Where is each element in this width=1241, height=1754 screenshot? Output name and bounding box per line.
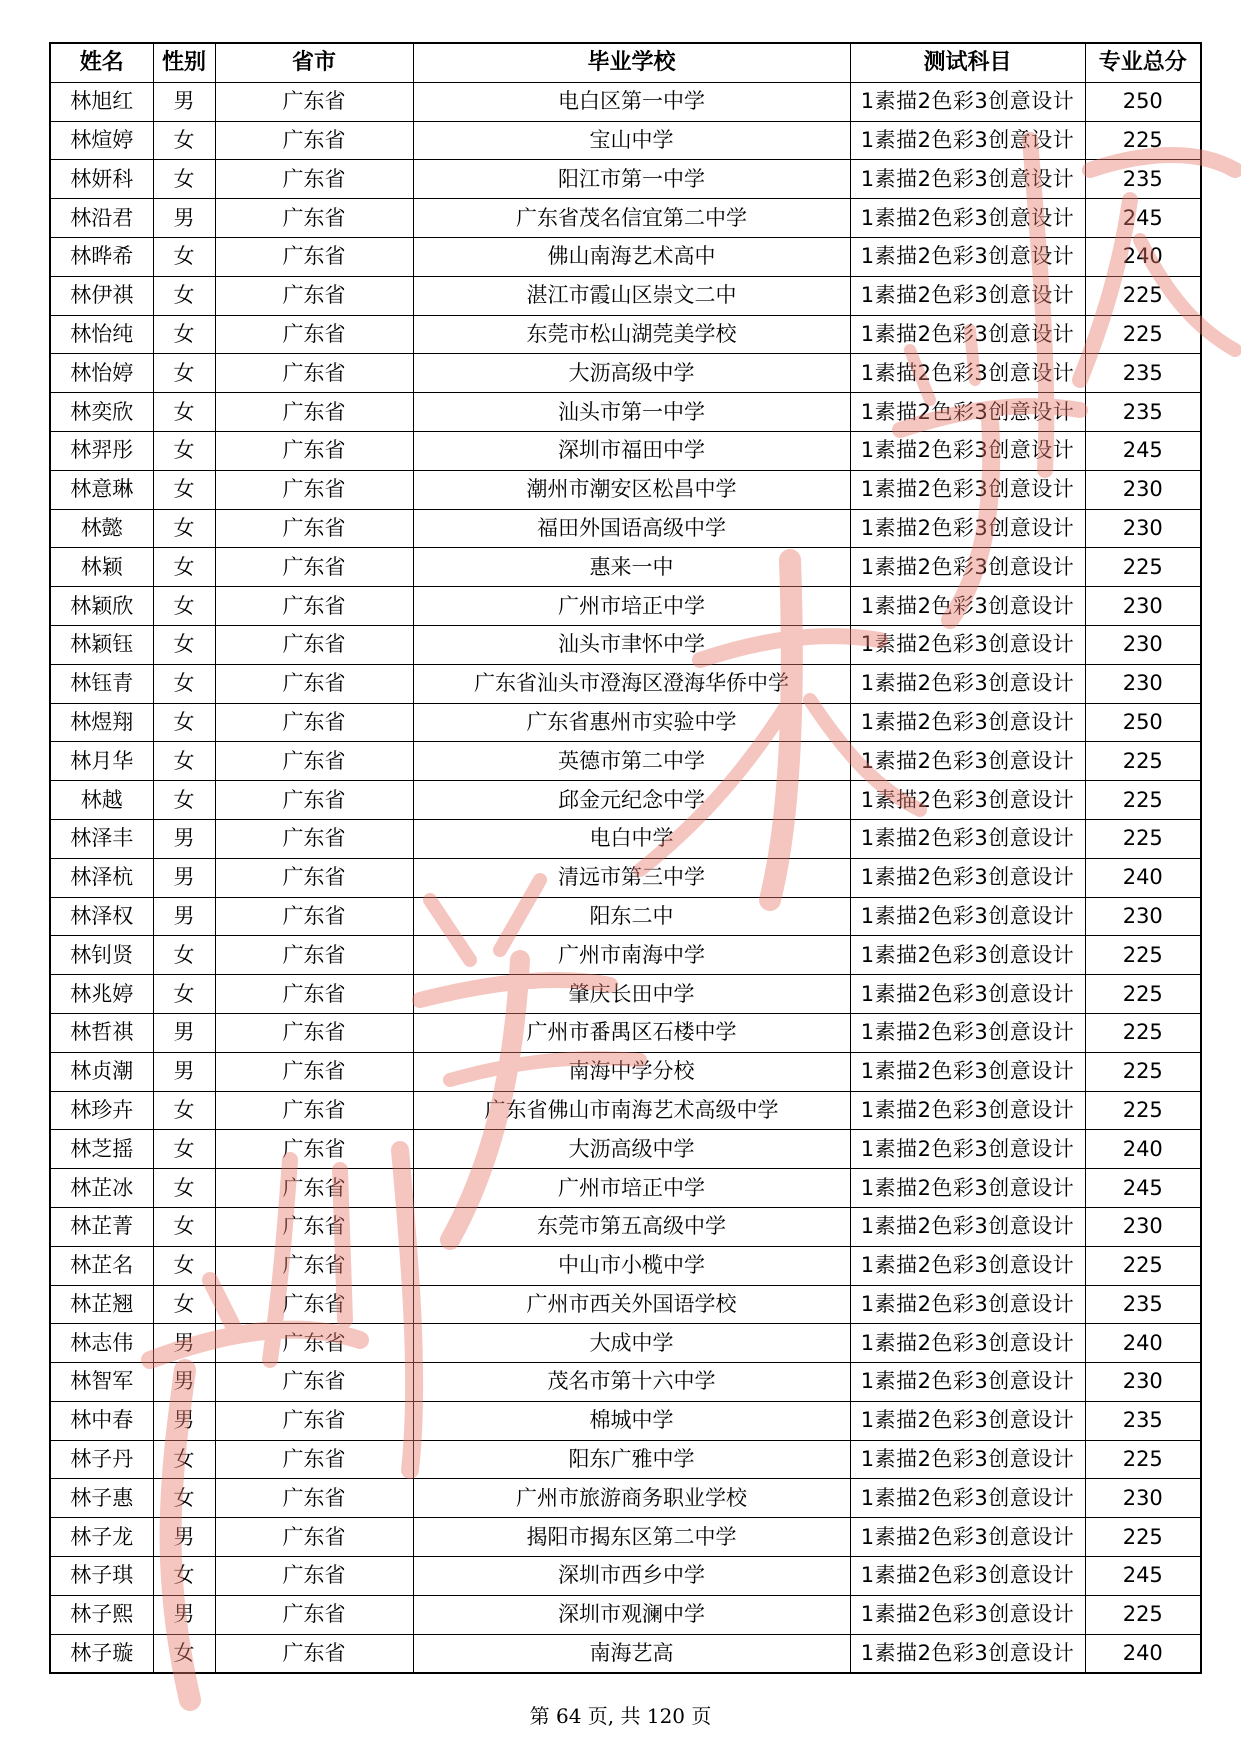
cell-subjects: 1素描2色彩3创意设计 bbox=[850, 1285, 1085, 1324]
cell-gender: 女 bbox=[153, 354, 215, 393]
cell-gender: 男 bbox=[153, 199, 215, 238]
cell-subjects: 1素描2色彩3创意设计 bbox=[850, 1401, 1085, 1440]
cell-total-score: 240 bbox=[1085, 237, 1201, 276]
table-row bbox=[50, 1246, 1201, 1285]
header-school: 毕业学校 bbox=[413, 43, 850, 82]
cell-name: 林芷翘 bbox=[50, 1285, 153, 1324]
cell-total-score: 240 bbox=[1085, 1634, 1201, 1673]
cell-province: 广东省 bbox=[215, 1013, 413, 1052]
table-row bbox=[50, 781, 1201, 820]
cell-total-score: 240 bbox=[1085, 1130, 1201, 1169]
cell-gender: 女 bbox=[153, 276, 215, 315]
cell-province: 广东省 bbox=[215, 1479, 413, 1518]
cell-school: 揭阳市揭东区第二中学 bbox=[413, 1518, 850, 1557]
cell-total-score: 225 bbox=[1085, 819, 1201, 858]
cell-total-score: 245 bbox=[1085, 431, 1201, 470]
table-row bbox=[50, 1052, 1201, 1091]
cell-total-score: 240 bbox=[1085, 858, 1201, 897]
cell-subjects: 1素描2色彩3创意设计 bbox=[850, 509, 1085, 548]
cell-province: 广东省 bbox=[215, 315, 413, 354]
cell-gender: 女 bbox=[153, 121, 215, 160]
cell-province: 广东省 bbox=[215, 160, 413, 199]
cell-name: 林子龙 bbox=[50, 1518, 153, 1557]
cell-subjects: 1素描2色彩3创意设计 bbox=[850, 276, 1085, 315]
cell-subjects: 1素描2色彩3创意设计 bbox=[850, 121, 1085, 160]
table-row bbox=[50, 1169, 1201, 1208]
cell-total-score: 250 bbox=[1085, 703, 1201, 742]
cell-name: 林懿 bbox=[50, 509, 153, 548]
cell-school: 潮州市潮安区松昌中学 bbox=[413, 470, 850, 509]
cell-name: 林煜翔 bbox=[50, 703, 153, 742]
cell-school: 东莞市松山湖莞美学校 bbox=[413, 315, 850, 354]
cell-name: 林子丹 bbox=[50, 1440, 153, 1479]
cell-total-score: 225 bbox=[1085, 1091, 1201, 1130]
cell-total-score: 225 bbox=[1085, 276, 1201, 315]
cell-name: 林颖欣 bbox=[50, 587, 153, 626]
cell-school: 大沥高级中学 bbox=[413, 354, 850, 393]
cell-province: 广东省 bbox=[215, 548, 413, 587]
table-row bbox=[50, 936, 1201, 975]
cell-name: 林子熙 bbox=[50, 1595, 153, 1634]
table-row bbox=[50, 548, 1201, 587]
cell-total-score: 225 bbox=[1085, 1518, 1201, 1557]
cell-name: 林泽权 bbox=[50, 897, 153, 936]
table-row bbox=[50, 1557, 1201, 1596]
cell-subjects: 1素描2色彩3创意设计 bbox=[850, 664, 1085, 703]
cell-total-score: 230 bbox=[1085, 470, 1201, 509]
cell-gender: 女 bbox=[153, 548, 215, 587]
cell-gender: 男 bbox=[153, 1052, 215, 1091]
cell-province: 广东省 bbox=[215, 858, 413, 897]
cell-subjects: 1素描2色彩3创意设计 bbox=[850, 548, 1085, 587]
table-row bbox=[50, 354, 1201, 393]
cell-gender: 男 bbox=[153, 1401, 215, 1440]
cell-name: 林钰青 bbox=[50, 664, 153, 703]
cell-school: 茂名市第十六中学 bbox=[413, 1363, 850, 1402]
table-row bbox=[50, 1518, 1201, 1557]
cell-total-score: 245 bbox=[1085, 1169, 1201, 1208]
cell-province: 广东省 bbox=[215, 431, 413, 470]
cell-gender: 女 bbox=[153, 742, 215, 781]
table-row bbox=[50, 1401, 1201, 1440]
cell-total-score: 235 bbox=[1085, 354, 1201, 393]
cell-province: 广东省 bbox=[215, 742, 413, 781]
cell-province: 广东省 bbox=[215, 897, 413, 936]
cell-province: 广东省 bbox=[215, 1324, 413, 1363]
cell-name: 林伊祺 bbox=[50, 276, 153, 315]
cell-total-score: 225 bbox=[1085, 1595, 1201, 1634]
cell-subjects: 1素描2色彩3创意设计 bbox=[850, 237, 1085, 276]
cell-province: 广东省 bbox=[215, 1518, 413, 1557]
cell-school: 清远市第三中学 bbox=[413, 858, 850, 897]
cell-gender: 女 bbox=[153, 703, 215, 742]
cell-total-score: 225 bbox=[1085, 315, 1201, 354]
cell-name: 林子惠 bbox=[50, 1479, 153, 1518]
table-row bbox=[50, 82, 1201, 121]
cell-gender: 男 bbox=[153, 1595, 215, 1634]
cell-province: 广东省 bbox=[215, 470, 413, 509]
cell-school: 广东省汕头市澄海区澄海华侨中学 bbox=[413, 664, 850, 703]
cell-province: 广东省 bbox=[215, 587, 413, 626]
table-row bbox=[50, 276, 1201, 315]
cell-school: 大沥高级中学 bbox=[413, 1130, 850, 1169]
cell-name: 林意琳 bbox=[50, 470, 153, 509]
cell-subjects: 1素描2色彩3创意设计 bbox=[850, 1557, 1085, 1596]
cell-subjects: 1素描2色彩3创意设计 bbox=[850, 1479, 1085, 1518]
table-row bbox=[50, 199, 1201, 238]
table-row bbox=[50, 393, 1201, 432]
cell-subjects: 1素描2色彩3创意设计 bbox=[850, 1518, 1085, 1557]
cell-gender: 女 bbox=[153, 975, 215, 1014]
cell-gender: 女 bbox=[153, 160, 215, 199]
cell-subjects: 1素描2色彩3创意设计 bbox=[850, 1634, 1085, 1673]
table-row bbox=[50, 1091, 1201, 1130]
cell-name: 林怡纯 bbox=[50, 315, 153, 354]
cell-school: 佛山南海艺术高中 bbox=[413, 237, 850, 276]
table-row bbox=[50, 1324, 1201, 1363]
cell-school: 电白区第一中学 bbox=[413, 82, 850, 121]
cell-total-score: 225 bbox=[1085, 548, 1201, 587]
cell-total-score: 225 bbox=[1085, 1440, 1201, 1479]
cell-subjects: 1素描2色彩3创意设计 bbox=[850, 1246, 1085, 1285]
cell-gender: 女 bbox=[153, 936, 215, 975]
cell-gender: 女 bbox=[153, 664, 215, 703]
cell-name: 林羿彤 bbox=[50, 431, 153, 470]
cell-school: 福田外国语高级中学 bbox=[413, 509, 850, 548]
cell-name: 林珍卉 bbox=[50, 1091, 153, 1130]
cell-gender: 女 bbox=[153, 625, 215, 664]
cell-name: 林泽丰 bbox=[50, 819, 153, 858]
cell-name: 林泽杭 bbox=[50, 858, 153, 897]
cell-province: 广东省 bbox=[215, 1634, 413, 1673]
table-row bbox=[50, 431, 1201, 470]
cell-school: 南海艺高 bbox=[413, 1634, 850, 1673]
cell-school: 广东省惠州市实验中学 bbox=[413, 703, 850, 742]
cell-name: 林兆婷 bbox=[50, 975, 153, 1014]
cell-subjects: 1素描2色彩3创意设计 bbox=[850, 742, 1085, 781]
cell-province: 广东省 bbox=[215, 1557, 413, 1596]
cell-school: 广州市培正中学 bbox=[413, 1169, 850, 1208]
cell-province: 广东省 bbox=[215, 1440, 413, 1479]
cell-gender: 女 bbox=[153, 509, 215, 548]
cell-name: 林芷名 bbox=[50, 1246, 153, 1285]
cell-subjects: 1素描2色彩3创意设计 bbox=[850, 1052, 1085, 1091]
cell-subjects: 1素描2色彩3创意设计 bbox=[850, 858, 1085, 897]
cell-school: 大成中学 bbox=[413, 1324, 850, 1363]
cell-province: 广东省 bbox=[215, 354, 413, 393]
cell-subjects: 1素描2色彩3创意设计 bbox=[850, 82, 1085, 121]
cell-school: 深圳市福田中学 bbox=[413, 431, 850, 470]
cell-province: 广东省 bbox=[215, 1091, 413, 1130]
cell-gender: 男 bbox=[153, 819, 215, 858]
cell-province: 广东省 bbox=[215, 664, 413, 703]
cell-subjects: 1素描2色彩3创意设计 bbox=[850, 1169, 1085, 1208]
cell-school: 肇庆长田中学 bbox=[413, 975, 850, 1014]
cell-province: 广东省 bbox=[215, 936, 413, 975]
table-row bbox=[50, 1634, 1201, 1673]
table-row bbox=[50, 1285, 1201, 1324]
cell-total-score: 235 bbox=[1085, 1401, 1201, 1440]
cell-gender: 女 bbox=[153, 1285, 215, 1324]
cell-gender: 男 bbox=[153, 1013, 215, 1052]
cell-school: 广州市南海中学 bbox=[413, 936, 850, 975]
cell-total-score: 235 bbox=[1085, 160, 1201, 199]
cell-name: 林贞潮 bbox=[50, 1052, 153, 1091]
table-row bbox=[50, 975, 1201, 1014]
cell-school: 广州市西关外国语学校 bbox=[413, 1285, 850, 1324]
cell-subjects: 1素描2色彩3创意设计 bbox=[850, 1595, 1085, 1634]
cell-name: 林奕欣 bbox=[50, 393, 153, 432]
cell-subjects: 1素描2色彩3创意设计 bbox=[850, 1013, 1085, 1052]
table-header-row bbox=[50, 43, 1201, 82]
results-table bbox=[49, 42, 1202, 1674]
cell-gender: 男 bbox=[153, 1363, 215, 1402]
cell-gender: 女 bbox=[153, 1130, 215, 1169]
cell-name: 林颖 bbox=[50, 548, 153, 587]
cell-school: 广州市培正中学 bbox=[413, 587, 850, 626]
cell-subjects: 1素描2色彩3创意设计 bbox=[850, 315, 1085, 354]
table-row bbox=[50, 509, 1201, 548]
cell-total-score: 230 bbox=[1085, 509, 1201, 548]
cell-subjects: 1素描2色彩3创意设计 bbox=[850, 625, 1085, 664]
table-row bbox=[50, 315, 1201, 354]
cell-province: 广东省 bbox=[215, 1595, 413, 1634]
cell-subjects: 1素描2色彩3创意设计 bbox=[850, 1130, 1085, 1169]
cell-province: 广东省 bbox=[215, 1207, 413, 1246]
cell-subjects: 1素描2色彩3创意设计 bbox=[850, 470, 1085, 509]
cell-subjects: 1素描2色彩3创意设计 bbox=[850, 587, 1085, 626]
cell-subjects: 1素描2色彩3创意设计 bbox=[850, 1324, 1085, 1363]
cell-gender: 女 bbox=[153, 1634, 215, 1673]
cell-school: 英德市第二中学 bbox=[413, 742, 850, 781]
cell-subjects: 1素描2色彩3创意设计 bbox=[850, 897, 1085, 936]
cell-name: 林智军 bbox=[50, 1363, 153, 1402]
cell-name: 林旭红 bbox=[50, 82, 153, 121]
cell-gender: 男 bbox=[153, 897, 215, 936]
cell-school: 惠来一中 bbox=[413, 548, 850, 587]
cell-subjects: 1素描2色彩3创意设计 bbox=[850, 703, 1085, 742]
cell-subjects: 1素描2色彩3创意设计 bbox=[850, 160, 1085, 199]
cell-name: 林中春 bbox=[50, 1401, 153, 1440]
cell-total-score: 250 bbox=[1085, 82, 1201, 121]
cell-name: 林芝摇 bbox=[50, 1130, 153, 1169]
cell-province: 广东省 bbox=[215, 703, 413, 742]
cell-school: 邱金元纪念中学 bbox=[413, 781, 850, 820]
cell-gender: 女 bbox=[153, 393, 215, 432]
cell-province: 广东省 bbox=[215, 199, 413, 238]
cell-province: 广东省 bbox=[215, 82, 413, 121]
table-row bbox=[50, 1013, 1201, 1052]
cell-province: 广东省 bbox=[215, 1363, 413, 1402]
cell-subjects: 1素描2色彩3创意设计 bbox=[850, 936, 1085, 975]
page-footer: 第 64 页, 共 120 页 bbox=[529, 1704, 712, 1728]
cell-total-score: 225 bbox=[1085, 1013, 1201, 1052]
cell-gender: 女 bbox=[153, 1091, 215, 1130]
cell-gender: 男 bbox=[153, 858, 215, 897]
cell-name: 林子璇 bbox=[50, 1634, 153, 1673]
cell-total-score: 230 bbox=[1085, 587, 1201, 626]
cell-name: 林哲祺 bbox=[50, 1013, 153, 1052]
cell-total-score: 230 bbox=[1085, 1363, 1201, 1402]
cell-province: 广东省 bbox=[215, 625, 413, 664]
cell-gender: 女 bbox=[153, 587, 215, 626]
cell-name: 林子琪 bbox=[50, 1557, 153, 1596]
cell-province: 广东省 bbox=[215, 1401, 413, 1440]
cell-school: 棉城中学 bbox=[413, 1401, 850, 1440]
header-total-score: 专业总分 bbox=[1085, 43, 1201, 82]
cell-total-score: 245 bbox=[1085, 1557, 1201, 1596]
cell-total-score: 225 bbox=[1085, 975, 1201, 1014]
cell-gender: 女 bbox=[153, 1440, 215, 1479]
cell-school: 广东省佛山市南海艺术高级中学 bbox=[413, 1091, 850, 1130]
cell-school: 湛江市霞山区崇文二中 bbox=[413, 276, 850, 315]
table-row bbox=[50, 470, 1201, 509]
cell-subjects: 1素描2色彩3创意设计 bbox=[850, 393, 1085, 432]
cell-school: 汕头市第一中学 bbox=[413, 393, 850, 432]
cell-subjects: 1素描2色彩3创意设计 bbox=[850, 819, 1085, 858]
cell-province: 广东省 bbox=[215, 237, 413, 276]
cell-subjects: 1素描2色彩3创意设计 bbox=[850, 975, 1085, 1014]
cell-total-score: 230 bbox=[1085, 897, 1201, 936]
cell-total-score: 230 bbox=[1085, 1479, 1201, 1518]
table-row bbox=[50, 1595, 1201, 1634]
cell-province: 广东省 bbox=[215, 975, 413, 1014]
cell-school: 阳江市第一中学 bbox=[413, 160, 850, 199]
table-row bbox=[50, 819, 1201, 858]
cell-total-score: 225 bbox=[1085, 121, 1201, 160]
cell-total-score: 245 bbox=[1085, 199, 1201, 238]
cell-school: 广州市旅游商务职业学校 bbox=[413, 1479, 850, 1518]
cell-name: 林沿君 bbox=[50, 199, 153, 238]
cell-school: 东莞市第五高级中学 bbox=[413, 1207, 850, 1246]
cell-name: 林志伟 bbox=[50, 1324, 153, 1363]
cell-subjects: 1素描2色彩3创意设计 bbox=[850, 1363, 1085, 1402]
cell-subjects: 1素描2色彩3创意设计 bbox=[850, 431, 1085, 470]
table-row bbox=[50, 121, 1201, 160]
cell-gender: 女 bbox=[153, 431, 215, 470]
table-row bbox=[50, 703, 1201, 742]
table-row bbox=[50, 237, 1201, 276]
cell-name: 林钊贤 bbox=[50, 936, 153, 975]
table-body bbox=[50, 82, 1201, 1673]
cell-total-score: 225 bbox=[1085, 1052, 1201, 1091]
cell-gender: 男 bbox=[153, 1518, 215, 1557]
cell-total-score: 240 bbox=[1085, 1324, 1201, 1363]
cell-gender: 女 bbox=[153, 315, 215, 354]
table-row bbox=[50, 1207, 1201, 1246]
cell-province: 广东省 bbox=[215, 1246, 413, 1285]
cell-school: 宝山中学 bbox=[413, 121, 850, 160]
cell-total-score: 230 bbox=[1085, 664, 1201, 703]
cell-total-score: 225 bbox=[1085, 781, 1201, 820]
cell-school: 广州市番禺区石楼中学 bbox=[413, 1013, 850, 1052]
cell-name: 林芷菁 bbox=[50, 1207, 153, 1246]
cell-name: 林怡婷 bbox=[50, 354, 153, 393]
cell-total-score: 225 bbox=[1085, 1246, 1201, 1285]
cell-subjects: 1素描2色彩3创意设计 bbox=[850, 1207, 1085, 1246]
cell-province: 广东省 bbox=[215, 1052, 413, 1091]
cell-total-score: 225 bbox=[1085, 936, 1201, 975]
cell-name: 林煊婷 bbox=[50, 121, 153, 160]
cell-gender: 女 bbox=[153, 1246, 215, 1285]
cell-province: 广东省 bbox=[215, 393, 413, 432]
cell-province: 广东省 bbox=[215, 819, 413, 858]
table-row bbox=[50, 587, 1201, 626]
cell-province: 广东省 bbox=[215, 1169, 413, 1208]
cell-total-score: 230 bbox=[1085, 1207, 1201, 1246]
cell-province: 广东省 bbox=[215, 1130, 413, 1169]
cell-name: 林颖钰 bbox=[50, 625, 153, 664]
header-gender: 性别 bbox=[153, 43, 215, 82]
cell-province: 广东省 bbox=[215, 276, 413, 315]
cell-name: 林越 bbox=[50, 781, 153, 820]
cell-province: 广东省 bbox=[215, 1285, 413, 1324]
cell-school: 中山市小榄中学 bbox=[413, 1246, 850, 1285]
cell-school: 深圳市观澜中学 bbox=[413, 1595, 850, 1634]
table-row bbox=[50, 858, 1201, 897]
cell-gender: 男 bbox=[153, 1324, 215, 1363]
cell-gender: 女 bbox=[153, 1479, 215, 1518]
cell-subjects: 1素描2色彩3创意设计 bbox=[850, 199, 1085, 238]
cell-total-score: 225 bbox=[1085, 742, 1201, 781]
cell-gender: 女 bbox=[153, 1207, 215, 1246]
header-name: 姓名 bbox=[50, 43, 153, 82]
cell-school: 汕头市聿怀中学 bbox=[413, 625, 850, 664]
cell-gender: 女 bbox=[153, 237, 215, 276]
cell-subjects: 1素描2色彩3创意设计 bbox=[850, 354, 1085, 393]
cell-subjects: 1素描2色彩3创意设计 bbox=[850, 1091, 1085, 1130]
cell-school: 广东省茂名信宜第二中学 bbox=[413, 199, 850, 238]
table-row bbox=[50, 1440, 1201, 1479]
cell-province: 广东省 bbox=[215, 121, 413, 160]
table-row bbox=[50, 1130, 1201, 1169]
cell-province: 广东省 bbox=[215, 781, 413, 820]
table-row bbox=[50, 1479, 1201, 1518]
table-row bbox=[50, 664, 1201, 703]
cell-school: 深圳市西乡中学 bbox=[413, 1557, 850, 1596]
cell-gender: 女 bbox=[153, 781, 215, 820]
header-province: 省市 bbox=[215, 43, 413, 82]
cell-school: 南海中学分校 bbox=[413, 1052, 850, 1091]
cell-name: 林芷冰 bbox=[50, 1169, 153, 1208]
table-row bbox=[50, 742, 1201, 781]
cell-total-score: 230 bbox=[1085, 625, 1201, 664]
cell-school: 阳东广雅中学 bbox=[413, 1440, 850, 1479]
cell-gender: 女 bbox=[153, 470, 215, 509]
cell-subjects: 1素描2色彩3创意设计 bbox=[850, 1440, 1085, 1479]
cell-total-score: 235 bbox=[1085, 393, 1201, 432]
cell-school: 阳东二中 bbox=[413, 897, 850, 936]
cell-school: 电白中学 bbox=[413, 819, 850, 858]
cell-name: 林月华 bbox=[50, 742, 153, 781]
table-row bbox=[50, 625, 1201, 664]
table-row bbox=[50, 160, 1201, 199]
cell-province: 广东省 bbox=[215, 509, 413, 548]
cell-total-score: 235 bbox=[1085, 1285, 1201, 1324]
cell-name: 林晔希 bbox=[50, 237, 153, 276]
cell-name: 林妍科 bbox=[50, 160, 153, 199]
header-subjects: 测试科目 bbox=[850, 43, 1085, 82]
table-row bbox=[50, 1363, 1201, 1402]
cell-gender: 女 bbox=[153, 1557, 215, 1596]
table-row bbox=[50, 897, 1201, 936]
cell-gender: 女 bbox=[153, 1169, 215, 1208]
cell-gender: 男 bbox=[153, 82, 215, 121]
cell-subjects: 1素描2色彩3创意设计 bbox=[850, 781, 1085, 820]
